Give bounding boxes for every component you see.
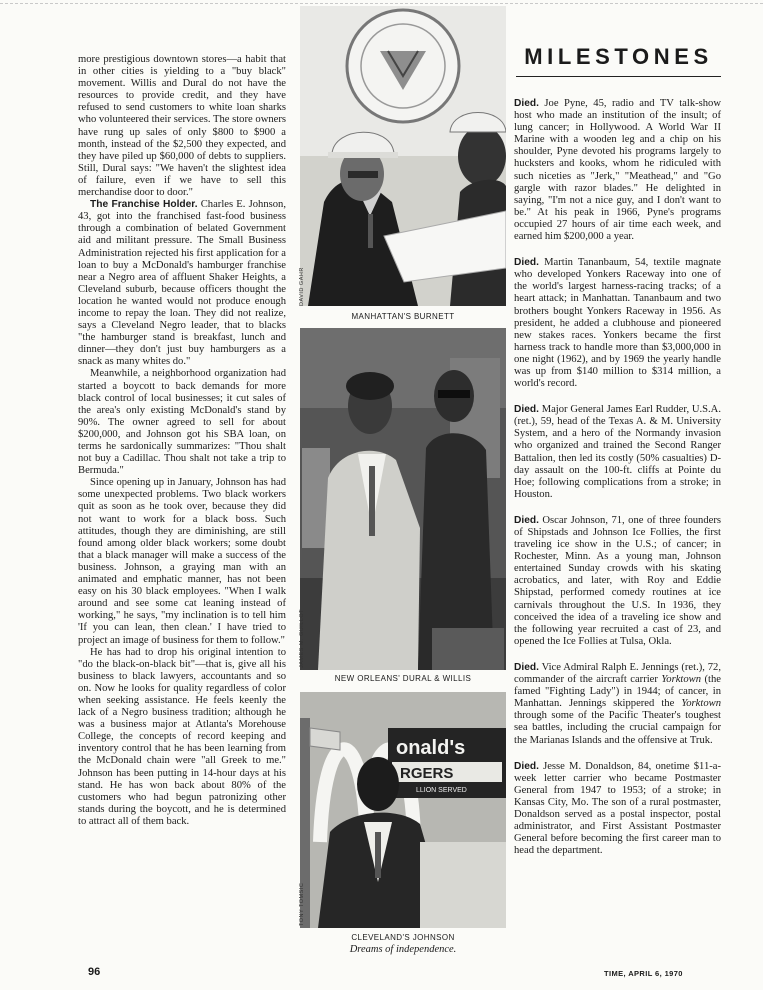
photo-johnson-image xyxy=(300,692,506,928)
photo-johnson xyxy=(300,692,506,928)
milestone-entry: Died. Vice Admiral Ralph E. Jennings (ret.), 72, commander of the aircraft carrier Yorktown (the famed "Fighting Lady") in 1944; of cancer, in Manhattan. Jennings skippered the Yorktown through some of the Pacific Theater's toughest sea battles, including the crucial campaign for the Marianas Islands and the offensive at Truk. xyxy=(514,661,721,746)
page-number: 96 xyxy=(88,966,101,978)
section-subhead: The Franchise Holder. xyxy=(90,199,198,211)
sign-text: onald's xyxy=(396,737,466,759)
photo-dural-willis xyxy=(300,328,506,670)
milestone-entry: Died. Martin Tananbaum, 54, textile magnate who developed Yonkers Raceway into one of the world's largest harness-racing tracks; of a heart attack; in Manhattan. Tananbaum and two brothers bought Yonkers Raceway in 1956. As president, he added a clubhouse and pioneered new stakes races. Yonkers became the first harness track to handle more than $3,000,000 in one night (1962), and by 1969 the yearly handle was up from $140 million to $314 million, a world's record. xyxy=(514,257,721,390)
paragraph: more prestigious downtown stores—a habit that in other cities is yielding to a "buy black" movement. Willis and Dural do not have the resources to provide credit, and they have refused to send customers to white loan sharks who volunteered their services. The store owners have rung up sales of only $800 to $900 a month, instead of the $2,500 they expected, and they have piled up $60,000 of debts to suppliers. Still, Dural says: "We haven't the slightest idea of failure, even if we have to sell this merchandise door to door." xyxy=(78,54,286,199)
photo-credit: TONY TOMSIC xyxy=(299,882,305,926)
sign-text: LLION SERVED xyxy=(416,787,467,794)
milestones-column xyxy=(514,98,721,857)
scan-edge xyxy=(0,3,763,4)
milestone-entry: Died. Joe Pyne, 45, radio and TV talk-show host who made an institution of the insult; of lung cancer; in Hollywood. A World War II Marine with a wooden leg and a chip on his shoulder, Pyne devoted his programs largely to hucksters and kooks, whom he ridiculed with such niceties as "Jerk," "Meathead," and "Go gargle with razor blades." He delighted in saying, "I'm not a nice guy, and I don't want to be." At his peak in 1966, Pyne's programs occupied 27 hours of air time each week, and earned him $200,000 a year. xyxy=(514,98,722,243)
photo-caption: NEW ORLEANS' DURAL & WILLIS xyxy=(334,674,472,683)
photo-caption: MANHATTAN'S BURNETT xyxy=(351,312,455,321)
section-title: MILESTONES xyxy=(516,44,721,77)
photo-dural-willis-image xyxy=(300,328,506,670)
paragraph: Since opening up in January, Johnson has had some unexpected problems. Two black workers quit as soon as he took over, because they did not want to work for a black boss. Such attitudes, though they are diminishing, are still found among older black workers; some doubt that a black manager will make a success of the business. Johnson, a graying man with an animated and emphatic manner, has not been easy on his 30 black employees. "When I walk around and see some cat leaning instead of working," he says, "my inclination is to tell him 'If you can lean, then clean.' I have tried to project an image of business for them to follow." xyxy=(78,477,286,646)
paragraph: He has had to drop his original intention to "do the black-on-black bit"—that is, give all his business to black lawyers, accountants and so on. Now he looks for quality regardless of color when seeking assistance. He feels keenly the lack of a Negro business tradition; although he was a business major at Atlanta's Morehouse College, the concepts of record keeping and inventory control that he has been learning from the McDonald chain were "all Greek to me." Johnson has been putting in 14-hour days at his stand. He has won back about 80% of the customers who had begun patronizing other stands during the boycott, and he is determined to attract all of them back. xyxy=(78,646,286,827)
photo-caption: CLEVELAND'S JOHNSON xyxy=(351,933,455,942)
paragraph: Meanwhile, a neighborhood organization had started a boycott to back demands for more black control of local businesses; it cut sales of the area's only existing McDonald's stand by 90%. The owner agreed to sell for about $200,000, and Johnson got his SBA loan, on terms he sardonically summarizes: "Thou shalt not buy a Cadillac. Thou shalt not take a trip to Bermuda." xyxy=(78,368,286,477)
sign-text: RGERS xyxy=(400,765,454,782)
milestone-entry: Died. Major General James Earl Rudder, U.S.A. (ret.), 59, head of the Texas A. & M. University System, and a hero of the Normandy invasion who organized and trained the Second Ranger Battalion, then led its costly (50% casualties) D-day assault on the 100-ft. cliffs at Pointe du Hoe; following complications from a stroke; in Houston. xyxy=(514,404,721,500)
photo-burnett xyxy=(300,6,506,306)
paragraph: The Franchise Holder. Charles E. Johnson, 43, got into the franchised fast-food business through a combination of belated Government aid and militant pressure. The Small Business Administration rejected his first application for a loan to buy a McDonald's hamburger franchise near a Negro area of affluent Shaker Heights, a Cleveland suburb, because officers thought the location he wanted would not produce enough income to repay the loan. They did not realize, says a Cleveland Negro leader, that to blacks "the hamburger stand is breakfast, lunch and dinner—they don't just buy hamburgers as a snack as many whites do." xyxy=(78,199,286,368)
photo-burnett-image xyxy=(300,6,506,306)
milestone-entry: Died. Oscar Johnson, 71, one of three founders of Shipstads and Johnson Ice Follies, the first traveling ice show in the U.S.; of cancer; in Rochester, Minn. As a young man, Johnson entertained Sunday crowds with his skating acrobatics, and later, with Roy and Eddie Shipstad, performed comedy routines at ice carnivals throughout the U.S. In 1936, they conceived the idea of a traveling ice show and the following year recruited a cast of 23, and opened the Ice Follies at Tulsa, Okla. xyxy=(514,514,721,647)
photo-credit: JAMES M. GUILLOT xyxy=(299,608,305,668)
photo-credit: DAVID GAHR xyxy=(299,267,305,306)
running-footer: TIME, APRIL 6, 1970 xyxy=(604,969,683,978)
article-column xyxy=(78,54,286,828)
milestone-entry: Died. Jesse M. Donaldson, 84, onetime $11-a-week letter carrier who became Postmaster General from 1947 to 1953; of a stroke; in Kansas City, Mo. The son of a rural postmaster, Donaldson served as a postal inspector, postal administrator, and First Assistant Postmaster General before becoming the first career man to head the department. xyxy=(514,760,721,857)
photo-subcaption: Dreams of independence. xyxy=(349,944,457,955)
